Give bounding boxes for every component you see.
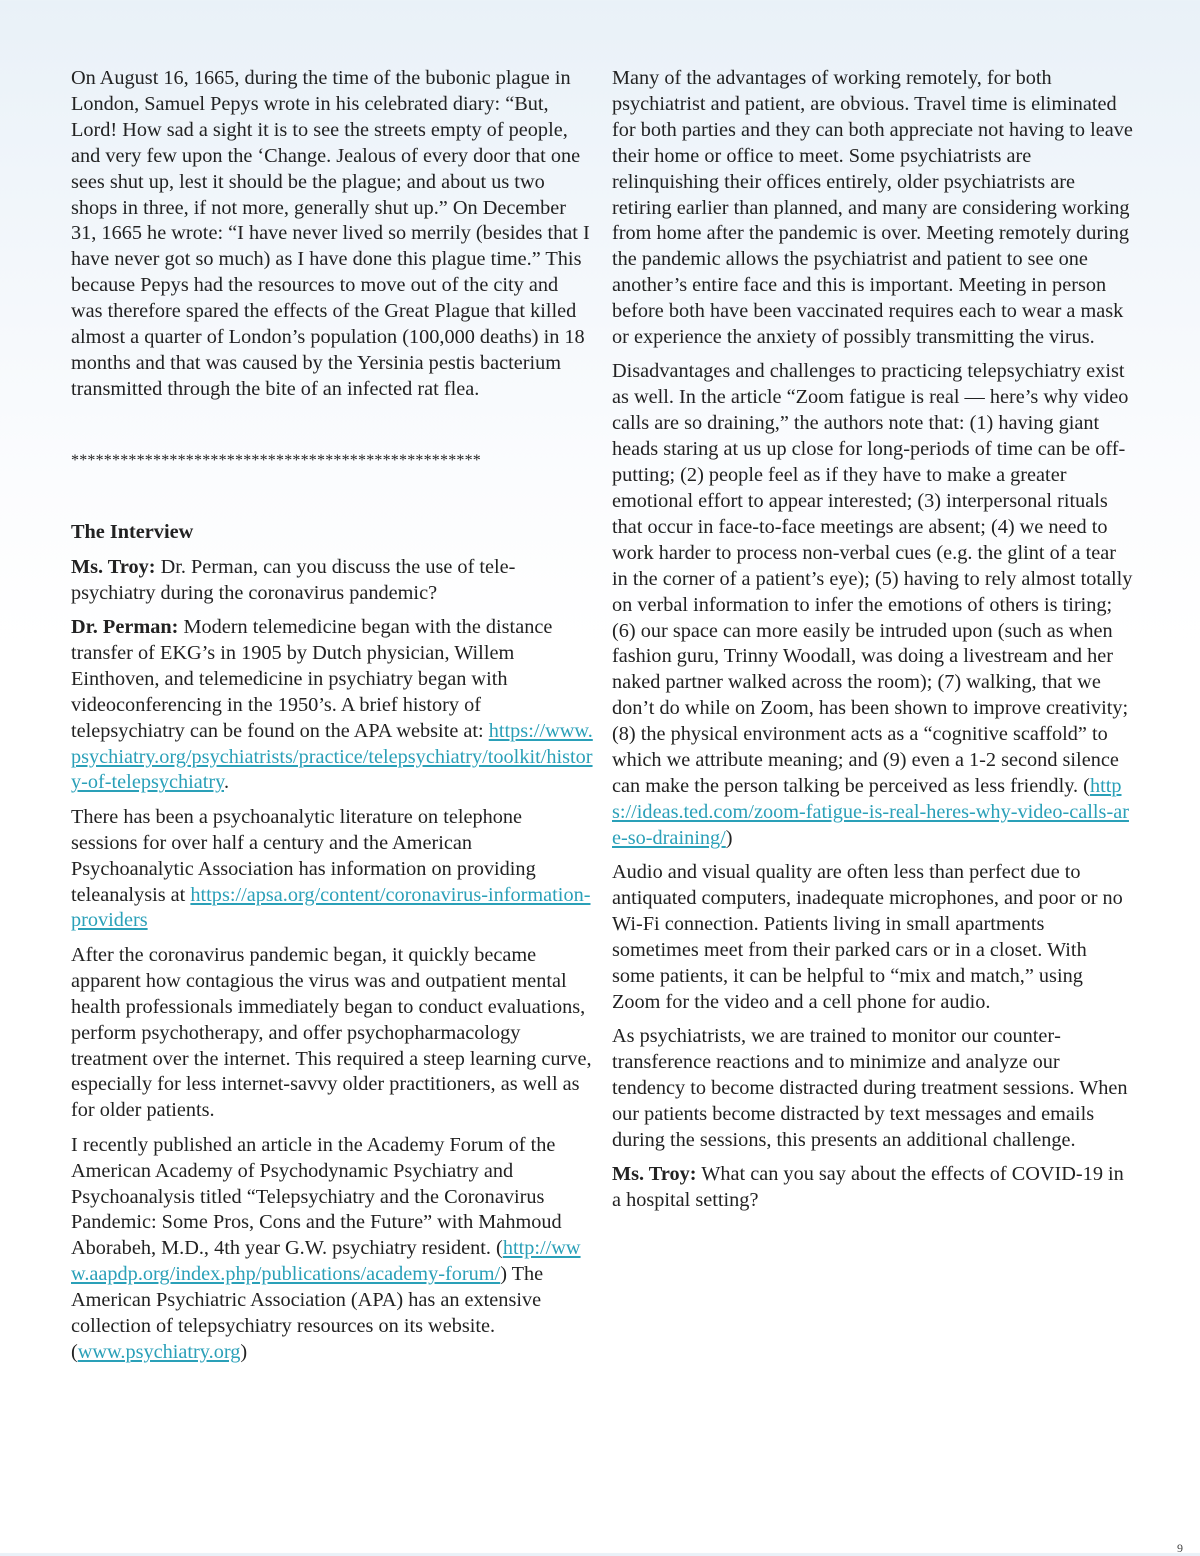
paragraph-disadvantages — [612, 359, 1134, 851]
paragraph-countertransference: As psychiatrists, we are trained to monitor our countertransference reactions and to minimize and analyze our tendency to become distracted during treatment sessions. When our patients become distracted by text messages and emails during the sessions, this presents an additional challenge. — [612, 1025, 1128, 1151]
intro-paragraph: On August 16, 1665, during the time of the bubonic plague in London, Samuel Pepys wrote in his celebrated diary: “But, Lord! How sad a sight it is to see the streets empty of people, and very few upon the ‘Change. Jealous of every door that one sees shut up, lest it should be the plague; and about us two shops in three, if not more, generally shut up.” On December 31, 1665 he wrote: “I have never lived so merrily (besides that I have never got so much) as I have done this plague time.” This because Pepys had the resources to move out of the city and was therefore spared the effects of the Great Plague that killed almost a quarter of London’s population (100,000 deaths) in 18 months and that was caused by the Yersinia pestis bacterium transmitted through the bite of an infected rat flea. — [71, 67, 590, 400]
speaker-label: Dr. Perman: — [71, 616, 179, 638]
paragraph-text: I recently published an article in the Academy Forum of the American Academy of Psychodynamic Psychiatry and Psychoanalysis titled “Telepsychiatry and the Coronavirus Pandemic: Some Pros, Cons and the Future” with Mahmoud Aborabeh, M.D., 4th year G.W. psychiatry resident. ( — [71, 1133, 562, 1260]
speaker-label: Ms. Troy: — [71, 555, 156, 578]
question-2 — [612, 1162, 1134, 1214]
right-column — [612, 66, 1134, 1222]
apa-history-link[interactable]: https://www.psychiatry.org/psychiatrists/practice/telepsychiatry/toolkit/history-of-telepsychiatry — [71, 719, 593, 794]
question-text: Dr. Perman, can you discuss the use of telepsychiatry during the coronavirus pandemic? — [71, 555, 516, 604]
page-number: 9 — [1177, 1541, 1183, 1555]
section-divider: ************************************************** — [71, 451, 481, 469]
punctuation: ) — [725, 826, 733, 849]
paragraph-text: There has been a psychoanalytic literature on telephone sessions for over half a century and the American Psychoanalytic Association has information on providing teleanalysis at — [71, 805, 536, 906]
ted-link[interactable]: https://ideas.ted.com/zoom-fatigue-is-real-heres-why-video-calls-are-so-draining/ — [612, 774, 1129, 849]
paragraph-article — [71, 1133, 593, 1366]
aapdp-link[interactable]: http://www.aapdp.org/index.php/publications/academy-forum/ — [71, 1237, 581, 1286]
answer-text: Modern telemedicine began with the distance transfer of EKG’s in 1905 by Dutch physician, Willem Einthoven, and telemedicine in psychiatry began with videoconferencing in the 1950’s. A brief history of telepsychiatry can be found on the APA website at: — [71, 616, 553, 742]
question-1 — [71, 555, 593, 607]
paragraph-text: Disadvantages and challenges to practicing telepsychiatry exist as well. In the article “Zoom fatigue is real — here’s why video calls are so draining,” the authors note that: (1) having giant heads staring at us up close for long-periods of time can be off-putting; (2) people feel as if they have to make a greater emotional effort to appear interested; (3) interpersonal rituals that occur in face-to-face meetings are absent; (4) we need to work harder to process non-verbal cues (e.g. the glint of a tear in the corner of a patient’s eye); (5) having to rely almost totally on verbal information to infer the emotions of others is tiring; (6) our space can more easily be intruded upon (such as when fashion guru, Trinny Woodall, was doing a livestream and her naked partner walked across the room); (7) walking, that we don’t do while on Zoom, has been shown to improve creativity; (8) the physical environment acts as a “cognitive scaffold” to which we attribute meaning; and (9) even a 1-2 second silence can make the person talking be perceived as less friendly. ( — [612, 360, 1133, 797]
psychiatry-org-link[interactable]: www.psychiatry.org — [77, 1340, 241, 1363]
left-column — [71, 66, 593, 1374]
question-text: What can you say about the effects of COVID-19 in a hospital setting? — [612, 1163, 1124, 1212]
punctuation: ) — [240, 1340, 248, 1363]
paragraph-text: ) The American Psychiatric Association (APA) has an extensive collection of telepsychiatry resources on its website. ( — [71, 1263, 544, 1363]
answer-1 — [71, 615, 593, 796]
paragraph-pandemic: After the coronavirus pandemic began, it quickly became apparent how contagious the virus was and outpatient mental health professionals immediately began to conduct evaluations, perform psychotherapy, and offer psychopharmacology treatment over the internet. This required a steep learning curve, especially for less internet-savvy older practitioners, as well as for older patients. — [71, 943, 592, 1122]
paragraph-audio-visual: Audio and visual quality are often less than perfect due to antiquated computers, inadequate microphones, and poor or no Wi-Fi connection. Patients living in small apartments sometimes meet from their parked cars or in a closet. With some patients, it can be helpful to “mix and match,” using Zoom for the video and a cell phone for audio. — [612, 861, 1123, 1013]
punctuation: . — [223, 771, 230, 794]
apsa-link[interactable]: https://apsa.org/content/coronavirus-information-providers — [71, 883, 591, 932]
paragraph-psychoanalytic — [71, 805, 593, 935]
paragraph-advantages: Many of the advantages of working remotely, for both psychiatrist and patient, are obvious. Travel time is eliminated for both parties and they can both appreciate not having to leave their home or office to meet. Some psychiatrists are relinquishing their offices entirely, older psychiatrists are retiring earlier than planned, and many are considering working from home after the pandemic is over. Meeting remotely during the pandemic allows the psychiatrist and patient to see one another’s entire face and this is important. Meeting in person before both have been vaccinated requires each to wear a mask or experience the anxiety of possibly transmitting the virus. — [612, 67, 1133, 349]
section-heading: The Interview — [71, 520, 194, 543]
speaker-label: Ms. Troy: — [612, 1163, 697, 1186]
